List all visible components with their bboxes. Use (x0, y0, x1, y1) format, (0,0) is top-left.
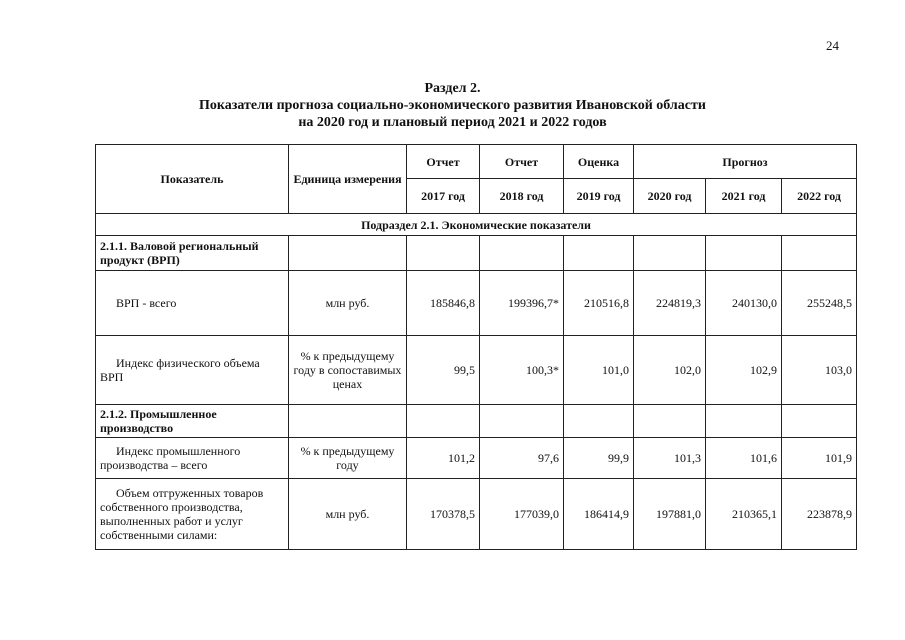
value-2018: 100,3* (480, 336, 564, 405)
forecast-table (95, 144, 857, 550)
indicator-unit: % к предыдущему году в сопоставимых ценах (289, 336, 407, 405)
value-2021: 101,6 (706, 438, 782, 479)
subsection-title: Подраздел 2.1. Экономические показатели (96, 214, 857, 236)
subsection-row (96, 214, 857, 236)
value-2019: 186414,9 (564, 479, 634, 550)
section-title-line2: Показатели прогноза социально-экономического развития Ивановской области (199, 98, 706, 113)
value-2022: 101,9 (782, 438, 857, 479)
value-2021: 210365,1 (706, 479, 782, 550)
indicator-name: ВРП - всего (96, 271, 289, 336)
value-2019: 99,9 (564, 438, 634, 479)
group-title-vrp: 2.1.1. Валовой региональный продукт (ВРП) (96, 236, 289, 271)
group-row (96, 405, 857, 438)
header-indicator: Показатель (96, 145, 289, 214)
header-year-2018: 2018 год (480, 179, 564, 214)
value-2018: 177039,0 (480, 479, 564, 550)
header-forecast: Прогноз (634, 145, 857, 179)
value-2018: 97,6 (480, 438, 564, 479)
group-row (96, 236, 857, 271)
section-title (0, 80, 905, 131)
header-estimate: Оценка (564, 145, 634, 179)
indicator-unit: млн руб. (289, 479, 407, 550)
indicator-name: Индекс физического объема ВРП (96, 336, 289, 405)
table-row (96, 479, 857, 550)
value-2019: 210516,8 (564, 271, 634, 336)
indicator-unit: млн руб. (289, 271, 407, 336)
value-2019: 101,0 (564, 336, 634, 405)
value-2020: 197881,0 (634, 479, 706, 550)
value-2018: 199396,7* (480, 271, 564, 336)
value-2017: 185846,8 (407, 271, 480, 336)
value-2022: 103,0 (782, 336, 857, 405)
value-2017: 99,5 (407, 336, 480, 405)
value-2022: 223878,9 (782, 479, 857, 550)
page-number: 24 (826, 38, 839, 53)
value-2020: 224819,3 (634, 271, 706, 336)
value-2021: 240130,0 (706, 271, 782, 336)
value-2017: 101,2 (407, 438, 480, 479)
value-2021: 102,9 (706, 336, 782, 405)
table-row (96, 438, 857, 479)
value-2020: 102,0 (634, 336, 706, 405)
value-2020: 101,3 (634, 438, 706, 479)
header-year-2022: 2022 год (782, 179, 857, 214)
header-year-2017: 2017 год (407, 179, 480, 214)
header-year-2020: 2020 год (634, 179, 706, 214)
value-2017: 170378,5 (407, 479, 480, 550)
header-report-2018: Отчет (480, 145, 564, 179)
header-unit: Единица измерения (289, 145, 407, 214)
section-title-line3: на 2020 год и плановый период 2021 и 2022 годов (298, 115, 607, 130)
header-year-2021: 2021 год (706, 179, 782, 214)
table-row (96, 336, 857, 405)
header-row-1 (96, 145, 857, 179)
header-year-2019: 2019 год (564, 179, 634, 214)
table-row (96, 271, 857, 336)
header-report-2017: Отчет (407, 145, 480, 179)
indicator-name: Объем отгруженных товаров собственного производства, выполненных работ и услуг собственными силами: (96, 479, 289, 550)
section-title-line1: Раздел 2. (424, 81, 481, 96)
value-2022: 255248,5 (782, 271, 857, 336)
group-title-industry: 2.1.2. Промышленное производство (96, 405, 289, 438)
indicator-unit: % к предыдущему году (289, 438, 407, 479)
indicator-name: Индекс промышленного производства – всего (96, 438, 289, 479)
